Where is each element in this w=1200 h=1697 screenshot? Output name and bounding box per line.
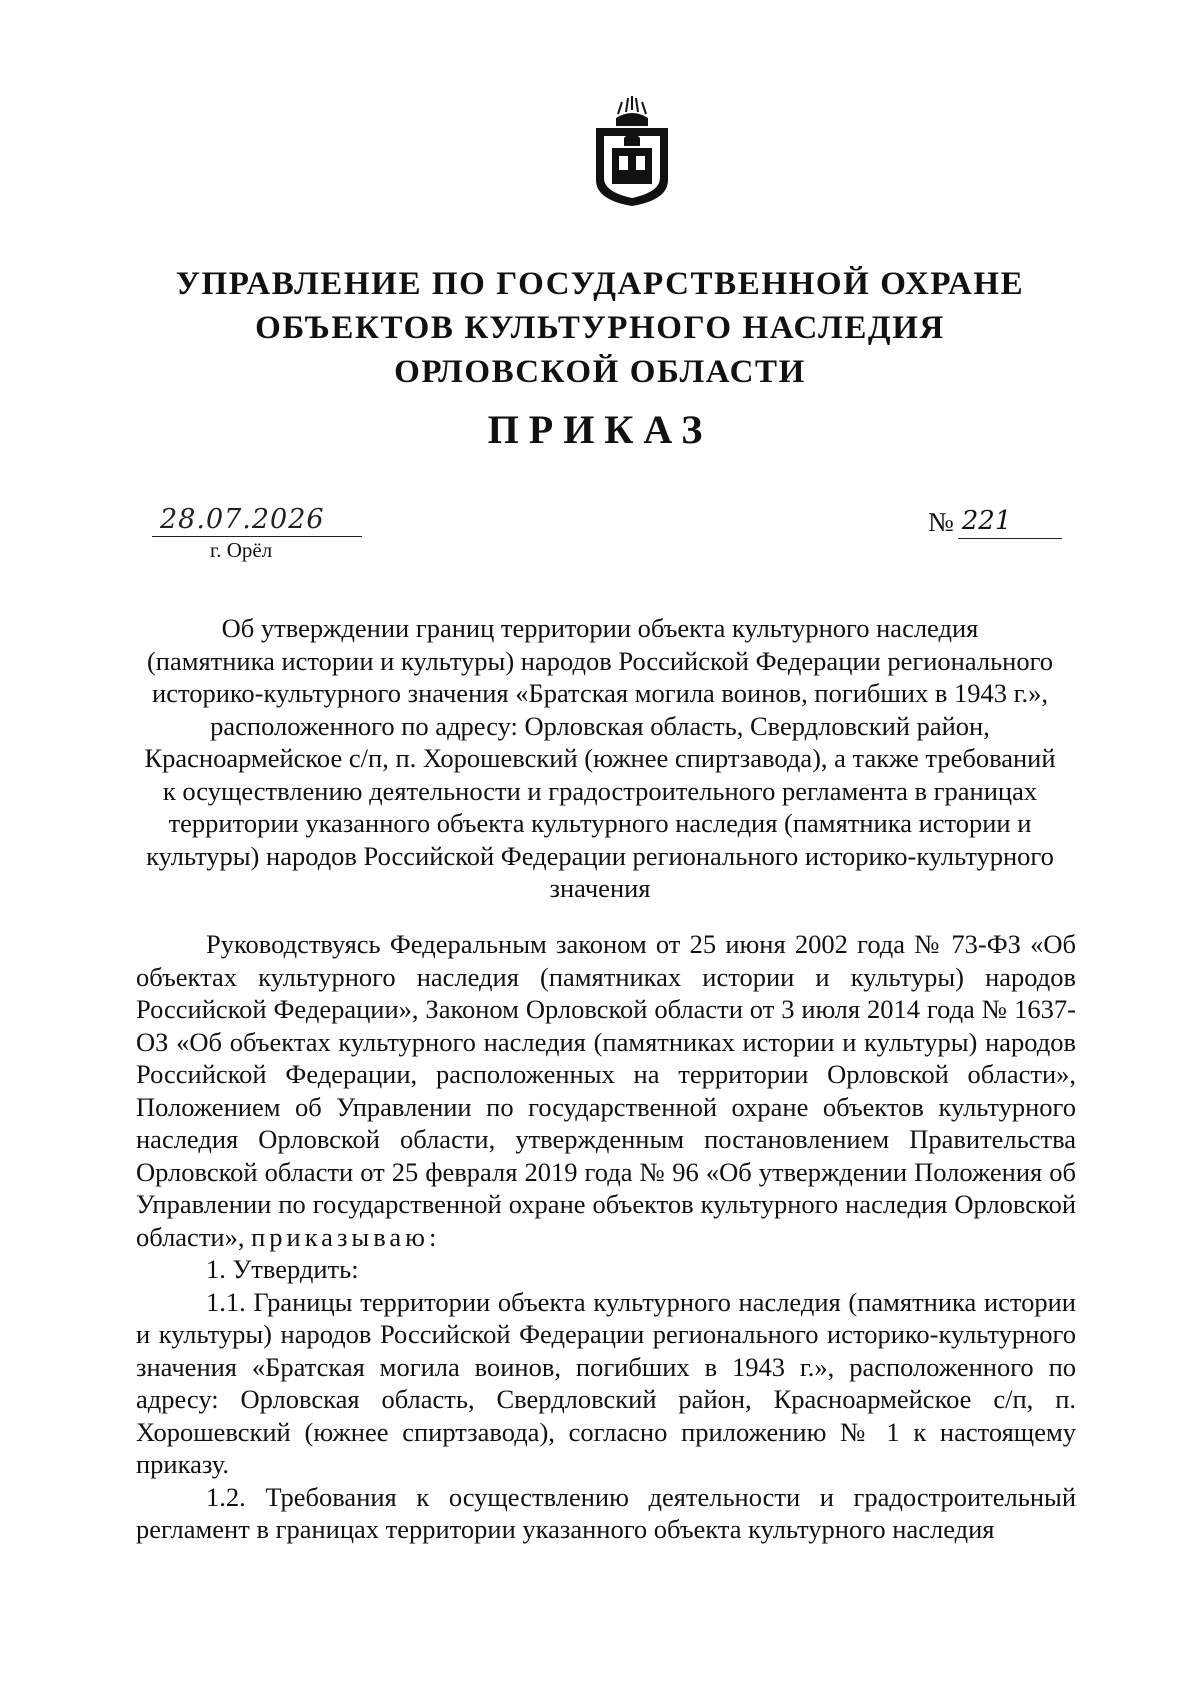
- date-block: [152, 504, 362, 563]
- preamble-text: Руководствуясь Федеральным законом от 25 июня 2002 года № 73-ФЗ «Об объектах культурного наследия (памятниках истории и культуры) народов Российской Федерации», Законом Орловской области от 3 июля 2014 года № 1637-ОЗ «Об объектах культурного наследия (памятниках истории и культуры) народов Российской Федерации, расположенных на территории Орловской области», Положением об Управлении по государственной охране объектов культурного наследия Орловской области, утвержденным постановлением Правительства Орловской области от 25 февраля 2019 года № 96 «Об утверждении Положения об Управлении по государственной охране объектов культурного наследия Орловской области»,: [136, 929, 1076, 1252]
- subject-line: (памятника истории и культуры) народов Российской Федерации регионального: [146, 645, 1054, 676]
- subject-line: Об утверждении границ территории объекта культурного наследия: [221, 613, 979, 643]
- org-line-2: ОБЪЕКТОВ КУЛЬТУРНОГО НАСЛЕДИЯ: [255, 310, 945, 346]
- item-1: 1. Утвердить:: [206, 1254, 359, 1284]
- preamble-paragraph: [136, 928, 1076, 1253]
- order-number-block: [928, 504, 1078, 539]
- subject-line: расположенного по адресу: Орловская область, Свердловский район,: [210, 710, 990, 741]
- item-1-1: 1.1. Границы территории объекта культурного наследия (памятника истории и культуры) народов Российской Федерации регионального историко-культурного значения «Братская могила воинов, погибших в 1943 г.», расположенного по адресу: Орловская область, Свердловский район, Красноармейское с/п, п. Хорошевский (южнее спиртзавода), согласно приложению № 1 к настоящему приказу.: [136, 1286, 1076, 1479]
- order-word: приказываю:: [251, 1221, 441, 1252]
- number-label: №: [928, 507, 954, 537]
- subject-line: территории указанного объекта культурного наследия (памятника истории и: [168, 808, 1032, 838]
- city: г. Орёл: [210, 538, 273, 562]
- subject-line: Красноармейское с/п, п. Хорошевский (южнее спиртзавода), а также требований: [144, 743, 1056, 773]
- order-number: 221: [958, 504, 1062, 539]
- order-subject: [120, 612, 1080, 905]
- org-line-1: УПРАВЛЕНИЕ ПО ГОСУДАРСТВЕННОЙ ОХРАНЕ: [175, 266, 1025, 302]
- subject-line: историко-культурного значения «Братская могила воинов, погибших в 1943 г.»,: [152, 678, 1048, 708]
- subject-line: культуры) народов Российской Федерации регионального историко-культурного: [146, 840, 1054, 871]
- coat-of-arms-icon: [572, 88, 692, 210]
- order-body: [136, 928, 1076, 1546]
- document-type-title: ПРИКАЗ: [487, 407, 713, 452]
- item-1-2: 1.2. Требования к осуществлению деятельности и градостроительный регламент в границах территории указанного объекта культурного наследия: [136, 1481, 1076, 1544]
- organization-name: [140, 262, 1060, 394]
- order-date: 28.07.2026: [152, 504, 362, 537]
- subject-line: к осуществлению деятельности и градостроительного регламента в границах: [162, 775, 1038, 806]
- org-line-3: ОРЛОВСКОЙ ОБЛАСТИ: [394, 354, 806, 390]
- subject-line: значения: [549, 873, 651, 903]
